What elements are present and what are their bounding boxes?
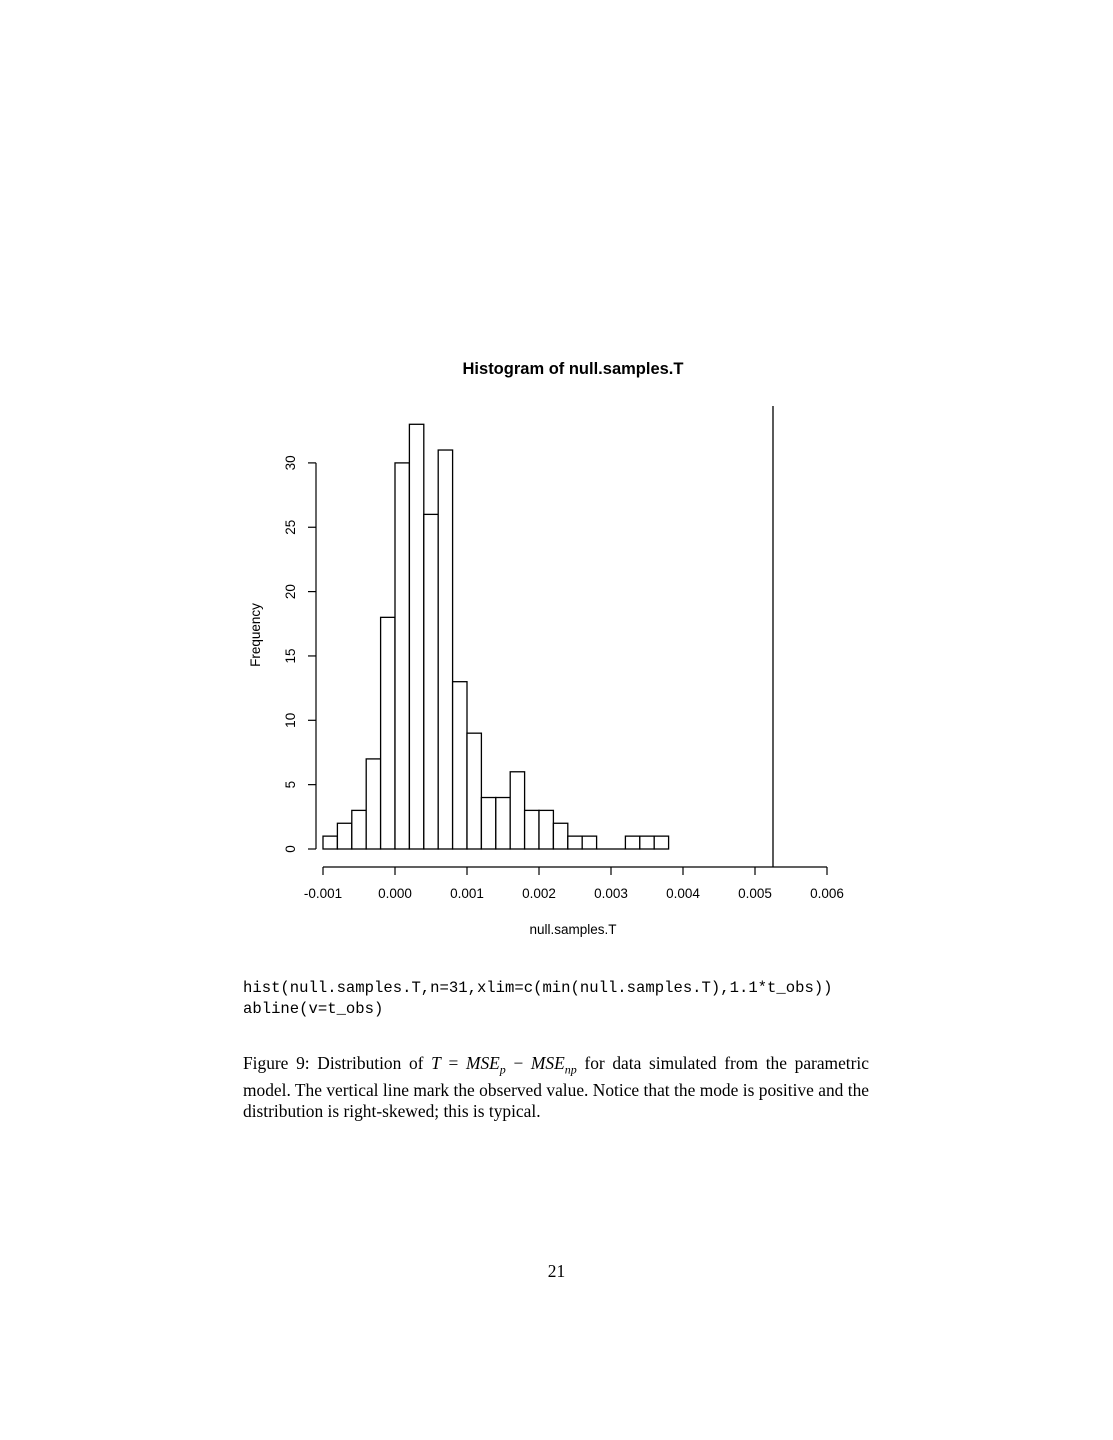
x-tick-label: -0.001 [303,886,343,901]
histogram-bar [453,682,467,849]
histogram-bar [553,823,567,849]
histogram-bar [496,798,510,849]
x-tick-label: 0.004 [666,886,700,901]
code-line-2: abline(v=t_obs) [243,1000,384,1018]
x-tick-label: 0.003 [594,886,628,901]
histogram-bar [640,836,654,849]
histogram-bar [525,810,539,849]
x-tick-label: 0.005 [738,886,772,901]
caption-text-before: Distribution of [317,1053,424,1073]
histogram-bar [352,810,366,849]
y-tick-label: 30 [283,455,298,471]
histogram-bar [510,772,524,849]
histogram-bar [467,733,481,849]
x-tick-label: 0.002 [522,886,556,901]
histogram-bar [323,836,337,849]
y-tick-label: 20 [283,584,298,600]
y-tick-label: 25 [283,519,298,535]
histogram-bar [568,836,582,849]
code-line-1: hist(null.samples.T,n=31,xlim=c(min(null.samples.T),1.1*t_obs)) [243,979,833,997]
histogram-bar [395,463,409,849]
histogram-bar [366,759,380,849]
chart-title: Histogram of null.samples.T [462,360,684,378]
x-tick-label: 0.006 [810,886,844,901]
histogram-bar [424,514,438,849]
histogram-bar [625,836,639,849]
histogram-bar [582,836,596,849]
x-tick-label: 0.000 [378,886,412,901]
page-number: 21 [547,1261,566,1281]
caption-math: $T = MSE_p - MSE_{np}$ [431,1053,577,1077]
histogram-bar [337,823,351,849]
y-tick-label: 0 [283,845,298,853]
histogram-bar [539,810,553,849]
histogram-bar [381,617,395,849]
x-axis-label: null.samples.T [529,922,617,937]
caption-label: Figure 9: [243,1053,310,1073]
histogram-bar [481,798,495,849]
y-tick-label: 10 [283,712,298,728]
histogram-bar [409,424,423,849]
histogram-bar [438,450,452,849]
caption-text-after: for data simulated from the parametric model. The vertical line mark the observed value. Notice that the mode is positive and the distribution is right-skewed; this is typical. [243,1053,869,1122]
y-tick-label: 5 [283,780,298,789]
y-tick-label: 15 [283,648,298,664]
x-tick-label: 0.001 [450,886,484,901]
figure-caption [243,1053,869,1122]
histogram-bar [654,836,668,849]
y-axis-label: Frequency [248,603,263,667]
